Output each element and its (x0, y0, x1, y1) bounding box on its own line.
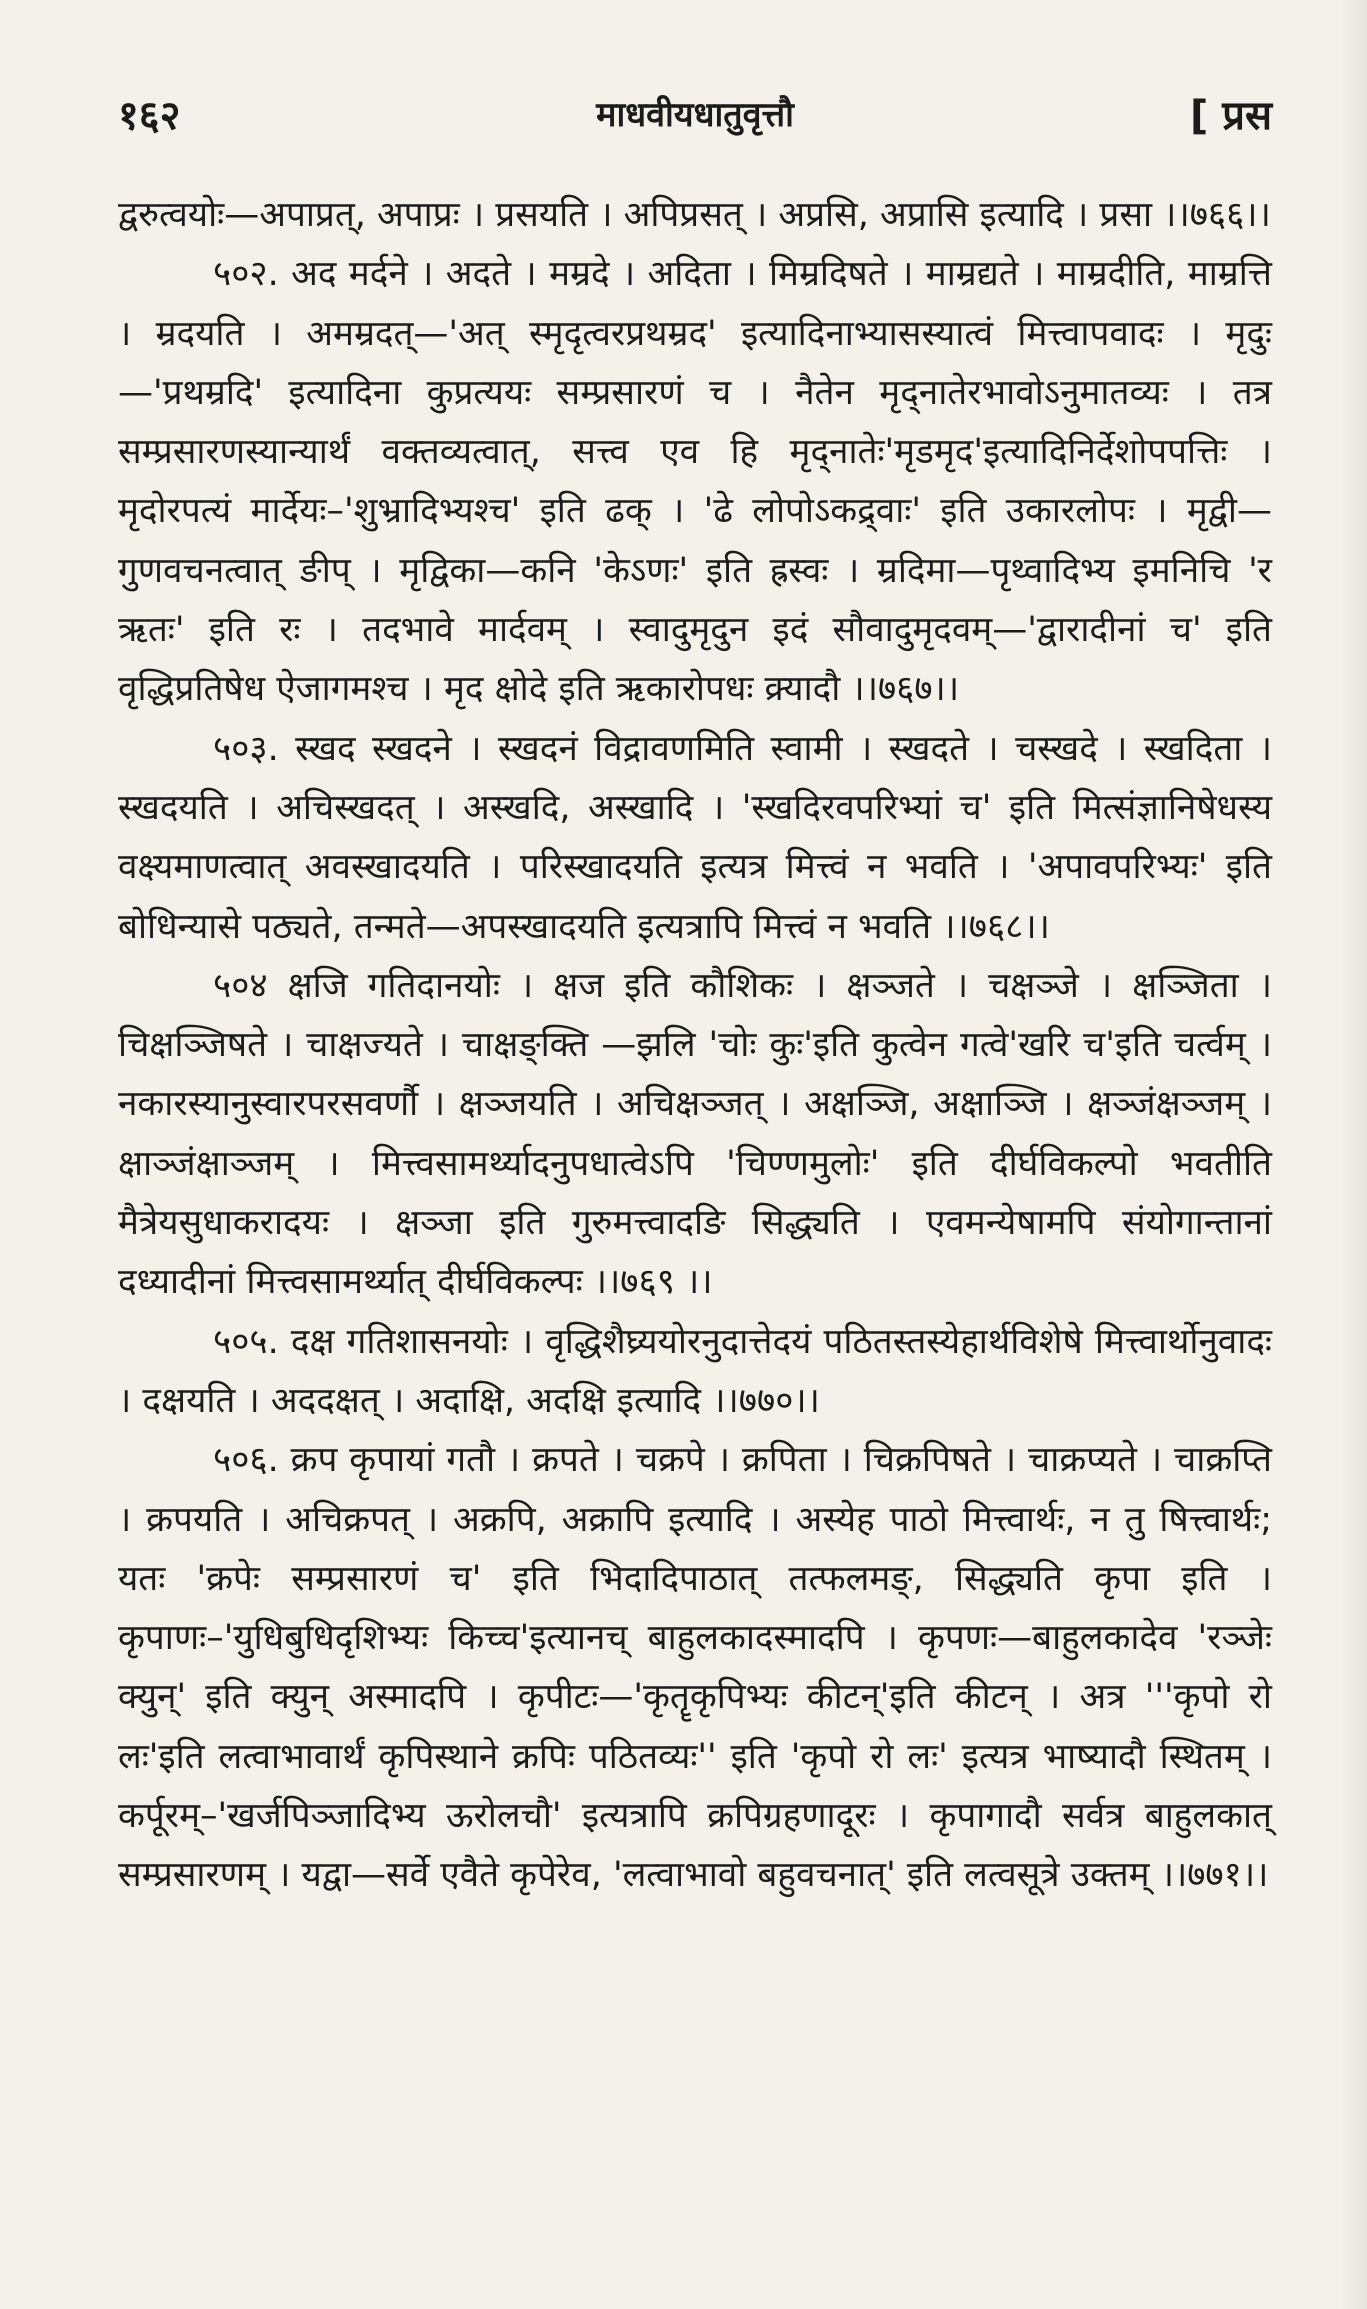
paragraph-502: ५०२. अद मर्दने । अदते । मम्रदे । अदिता । मिम्रदिषते । माम्रद्यते । माम्रदीति, माम्रत्ति । म्रदयति । अमम्रदत्—'अत् स्मृदृत्वरप्रथम्रद' इत्यादिनाभ्यासस्यात्वं मित्त्वापवादः । मृदुः—'प्रथम्रदि' इत्यादिना कुप्रत्ययः सम्प्रसारणं च । नैतेन मृद्नातेरभावोऽनुमातव्यः । तत्र सम्प्रसारणस्यान्यार्थं वक्तव्यत्वात्, सत्त्व एव हि मृद्नातेः'मृडमृद'इत्यादिनिर्देशोपपत्तिः । मृदोरपत्यं मार्देयः–'शुभ्रादिभ्यश्च' इति ढक् । 'ढे लोपोऽकद्र्वाः' इति उकारलोपः । मृद्वी—गुणवचनत्वात् ङीप् । मृद्विका—कनि 'केऽणः' इति ह्रस्वः । म्रदिमा—पृथ्वादिभ्य इमनिचि 'र ऋतः' इति रः । तदभावे मार्दवम् । स्वादुमृदुन इदं सौवादुमृदवम्—'द्वारादीनां च' इति वृद्धिप्रतिषेध ऐजागमश्च । मृद क्षोदे इति ऋकारोपधः क्र्यादौ ।।७६७।। (118, 254, 1272, 710)
paragraph-506: ५०६. क्रप कृपायां गतौ । क्रपते । चक्रपे । क्रपिता । चिक्रपिषते । चाक्रप्यते । चाक्रप्ति । क्रपयति । अचिक्रपत् । अक्रपि, अक्रापि इत्यादि । अस्येह पाठो मित्त्वार्थः, न तु षित्त्वार्थः; यतः 'क्रपेः सम्प्रसारणं च' इति भिदादिपाठात् तत्फलमङ्, सिद्ध्यति कृपा इति । कृपाणः–'युधिबुधिदृशिभ्यः किच्च'इत्यानच् बाहुलकादस्मादपि । कृपणः—बाहुलकादेव 'रञ्जेः क्युन्' इति क्युन् अस्मादपि । कृपीटः—'कृतॄकृपिभ्यः कीटन्'इति कीटन् । अत्र '''कृपो रो लः'इति लत्वाभावार्थं कृपिस्थाने क्रपिः पठितव्यः'' इति 'कृपो रो लः' इत्यत्र भाष्यादौ स्थितम् । कर्पूरम्–'खर्जपिञ्जादिभ्य ऊरोलचौ' इत्यत्रापि क्रपिग्रहणादूरः । कृपागादौ सर्वत्र बाहुलकात् सम्प्रसारणम् । यद्वा—सर्वे एवैते कृपेरेव, 'लत्वाभावो बहुवचनात्' इति लत्वसूत्रे उक्तम् ।।७७१।। (118, 1440, 1272, 1896)
running-title: माधवीयधातुवृत्तौ (596, 95, 794, 135)
paragraph-505: ५०५. दक्ष गतिशासनयोः । वृद्धिशैघ्र्ययोरनुदात्तेदयं पठितस्तस्येहार्थविशेषे मित्त्वार्थोनुवादः । दक्षयति । अददक्षत् । अदाक्षि, अदक्षि इत्यादि ।।७७०।। (118, 1321, 1272, 1421)
page-number: १६२ (118, 93, 181, 139)
paragraph-continuation: द्वरुत्वयोः—अपाप्रत्, अपाप्रः । प्रसयति । अपिप्रसत् । अप्रसि, अप्रासि इत्यादि । प्रसा ।।७६६।। (118, 195, 1271, 235)
body-text (118, 186, 1272, 1906)
paragraph-503: ५०३. स्खद स्खदने । स्खदनं विद्रावणमिति स्वामी । स्खदते । चस्खदे । स्खदिता । स्खदयति । अचिस्खदत् । अस्खदि, अस्खादि । 'स्खदिरवपरिभ्यां च' इति मित्संज्ञानिषेधस्य वक्ष्यमाणत्वात् अवस्खादयति । परिस्खादयति इत्यत्र मित्त्वं न भवति । 'अपावपरिभ्यः' इति बोधिन्यासे पठ्यते, तन्मते—अपस्खादयति इत्यत्रापि मित्त्वं न भवति ।।७६८।। (118, 728, 1272, 947)
running-header (118, 86, 1272, 146)
section-marker: [ प्रस (1189, 93, 1272, 139)
paragraph-504: ५०४ क्षजि गतिदानयोः । क्षज इति कौशिकः । क्षञ्जते । चक्षञ्जे । क्षञ्जिता । चिक्षञ्जिषते । चाक्षज्यते । चाक्षङ्क्ति —झलि 'चोः कुः'इति कुत्वेन गत्वे'खरि च'इति चर्त्वम् । नकारस्यानुस्वारपरसवर्णौ । क्षञ्जयति । अचिक्षञ्जत् । अक्षञ्जि, अक्षाञ्जि । क्षञ्जंक्षञ्जम् । क्षाञ्जंक्षाञ्जम् । मित्त्वसामर्थ्यादनुपधात्वेऽपि 'चिण्णमुलोः' इति दीर्घविकल्पो भवतीति मैत्रेयसुधाकरादयः । क्षञ्जा इति गुरुमत्त्वादङि सिद्ध्यति । एवमन्येषामपि संयोगान्तानां दध्यादीनां मित्त्वसामर्थ्यात् दीर्घविकल्पः ।।७६९ ।। (118, 965, 1272, 1303)
page-edge-shadow (1339, 0, 1367, 2309)
